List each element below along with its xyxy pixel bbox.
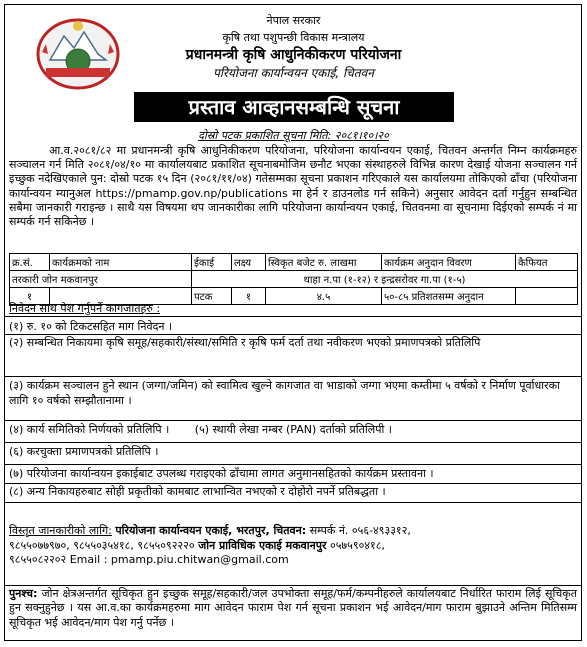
project-line: प्रधानमन्त्री कृषि आधुनिकीकरण परियोजना — [185, 47, 402, 63]
divider — [4, 464, 582, 465]
requirements-title: निवेदन साथ पेश गर्नुपर्ने कागजातहरु : — [9, 302, 161, 315]
contact-phones: सम्पर्क नं. ०५६-४९३३१२, — [309, 524, 411, 537]
ministry-line: कृषि तथा पशुपन्छी विकास मन्त्रालय — [222, 31, 365, 44]
table-header: कार्यक्रम अनुदान विवरण — [382, 254, 516, 271]
divider — [4, 420, 582, 421]
table-cell: ४.५ — [266, 288, 382, 305]
divider — [4, 376, 582, 377]
notice-title-banner: प्रस्ताव आव्हानसम्बन्धि सूचना — [134, 92, 454, 122]
table-cell: १ — [232, 288, 266, 305]
table-header: स्विकृत बजेट रु. लाखमा — [266, 254, 382, 271]
requirement-item: (८) अन्य निकायहरुबाट सोही प्रकृतीको कामबाट लाभान्वित नभएको र दोहोरो नपर्ने प्रतिबद्धता । — [9, 485, 386, 498]
contact-office: परियोजना कार्यान्वयन एकाई, भरतपुर, चितवन: — [115, 524, 307, 537]
requirement-item: (७) परियोजना कार्यान्वयन इकाईबाट उपलब्ध गराइएको ढाँचामा लागत अनुमानसहितको कार्यक्रम प्रस्तावना । — [9, 467, 434, 480]
requirement-item: (३) कार्यक्रम सञ्चालन हुने स्थान (जग्गा/जमिन) को स्वामित्व खुल्ने कागजात वा भाडाको जग्गा भएमा कम्तीमा ५ वर्षको र निर्माण पूर्वाधारका लागि १० वर्षको सम्झौतानामा । — [9, 379, 560, 407]
table-cell: थाहा न.पा (१-१२) र इन्द्रसरोवर गा.पा (१-५) — [192, 271, 578, 288]
table-row — [10, 271, 578, 288]
intro-paragraph: आ.व.२०८१/८२ मा प्रधानमन्त्री कृषि आधुनिकीकरण परियोजना, परियोजना कार्यान्वयन एकाई, चितवन अन्तर्गत निम्न कार्यक्रमहरु सञ्चालन गर्न मिति २०८१/०४/१० मा कार्यालयबाट प्रकाशित सूचनाबमोजिम छनौट भएका संस्थाहरुले विभिन्न कारण देखाई योजना सञ्चालन गर्न इच्छुक नदेखिएकाले पुन: दोस्रो पटक १५ दिन (२०८१/११/०४) गतेसम्मका सूचना प्रकाशन गरिएकाले यस कार्यालयमा तोकिएको ढाँचा (परियोजना कार्यान्वयन म्यानुअल https://pmamp.gov.np/publications मा हेर्न र डाउनलोड गर्न सकिने) अनुसार आवेदन दर्ता गर्नुहुन सम्बन्धित सबैमा जानकारी गराइन्छ । साथै यस विषयमा थप जानकारीका लागि परियोजना कार्यान्वयन एकाई, चितवनमा वा सूचनामा दिईएको सम्पर्क नं मा सम्पर्क गर्न सकिनेछ । — [9, 144, 577, 229]
divider — [4, 483, 582, 484]
contact-phones: ०५७५९०४१८, — [329, 538, 385, 552]
table-header: कैफियत — [516, 254, 578, 271]
divider — [4, 316, 582, 317]
publication-date: दोस्रो पटक प्रकाशित सूचना मिति: २०८१।१०।२० — [198, 129, 389, 142]
divider — [4, 502, 582, 503]
table-header-row — [10, 254, 578, 271]
contact-phones: ९८५५०७७९७०, ९८५५०३५४१८, ९८५५०९२२२० — [9, 538, 195, 552]
table-header: ईकाई — [192, 254, 232, 271]
table-cell: १ — [10, 288, 50, 305]
requirement-4: (४) कार्य समितिको निर्णयको प्रतिलिपि । — [9, 423, 170, 436]
table-header: क्र.सं. — [10, 254, 50, 271]
postscript-text: जोन क्षेत्रअन्तर्गत सूचिकृत हुन इच्छुक समूह/सहकारी/जल उपभोक्ता समूह/फर्म/कम्पनीहरुले कार्यालयबाट निर्धारित फाराम लिई सूचिकृत हुन सक्नुहुनेछ । यस आ.व.का कार्यक्रमहरुमा माग आवेदन फाराम पेश गर्न सूचना प्रकाशन भई आवेदन/माग फाराम बुझाउने अन्तिम मितिसम्म सूचिकृत भई आवेदन/माग पेश गर्नु पर्नेछ । — [9, 587, 578, 629]
divider — [4, 442, 582, 443]
requirement-item: (६) करचुक्ता प्रमाणपत्रको प्रतिलिपि । — [9, 445, 159, 458]
table-cell: तरकारी जोन मकवानपुर — [10, 271, 192, 288]
table-cell: ५०-८५ प्रतिशतसम्म अनुदान — [382, 288, 516, 305]
contact-block — [9, 524, 577, 568]
requirement-item — [9, 423, 575, 438]
table-header: कार्यक्रमको नाम — [50, 254, 192, 271]
program-table — [9, 253, 578, 305]
unit-line: परियोजना कार्यान्वयन एकाई, चितवन — [213, 66, 374, 80]
contact-label: विस्तृत जानकारीको लागि: — [9, 524, 112, 537]
contact-phones: ९८५५०८२२०२ — [9, 553, 67, 567]
postscript-label: पुनश्च: — [9, 587, 38, 600]
table-cell: पटक — [192, 288, 232, 305]
divider — [4, 334, 582, 335]
requirement-5: (५) स्थायी लेखा नम्बर (PAN) दर्ताको प्रतिलिपी । — [194, 423, 392, 436]
postscript — [9, 587, 577, 630]
table-header: लक्ष्य — [232, 254, 266, 271]
contact-email[interactable]: Email : pmamp.piu.chitwan@gmail.com — [69, 553, 289, 567]
requirement-item: (१) रु. १० को टिकटसहित माग निवेदन । — [9, 320, 173, 333]
divider — [4, 585, 582, 586]
contact-office-2: जोन प्राविधिक एकाई मकवानपुर — [198, 538, 327, 552]
requirement-item: (२) सम्बन्धित निकायमा कृषि समूह/सहकारी/संस्था/समिति र कृषि फर्म दर्ता तथा नवीकरण भएको प्रमाणपत्रको प्रतिलिपि — [9, 336, 481, 349]
govt-line: नेपाल सरकार — [266, 14, 321, 27]
